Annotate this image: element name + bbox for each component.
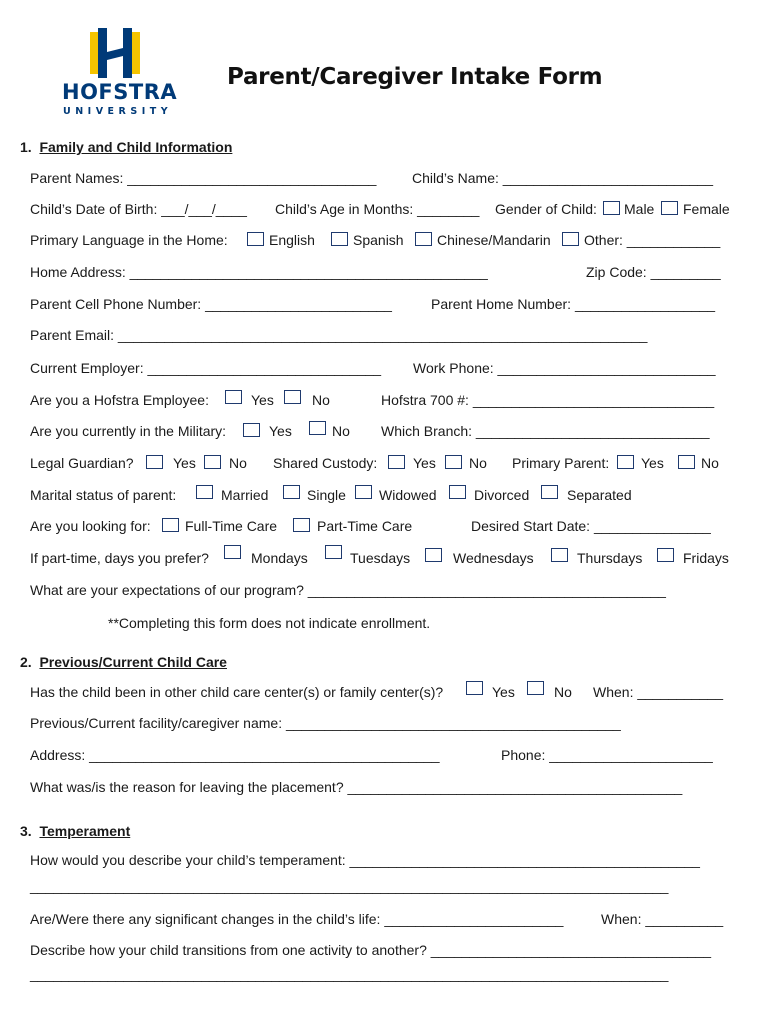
when-field-2[interactable]: When: __________ xyxy=(601,911,724,927)
legal-guardian-label: Legal Guardian? xyxy=(30,455,134,471)
friday-label: Fridays xyxy=(683,550,729,566)
wednesday-checkbox[interactable] xyxy=(425,548,442,562)
divorced-label: Divorced xyxy=(474,487,530,503)
language-label: Primary Language in the Home: xyxy=(30,232,228,248)
other-language-field[interactable]: Other: ____________ xyxy=(584,232,721,248)
guardian-no-label: No xyxy=(229,455,247,471)
wednesday-label: Wednesdays xyxy=(453,550,534,566)
significant-changes-field[interactable]: Are/Were there any significant changes in the child’s life: _______________________ xyxy=(30,911,564,927)
spanish-checkbox[interactable] xyxy=(331,232,348,246)
primary-parent-yes-checkbox[interactable] xyxy=(617,455,634,469)
dob-field[interactable]: Child’s Date of Birth: ___/___/____ xyxy=(30,201,247,217)
military-yes-checkbox[interactable] xyxy=(243,423,260,437)
phone-field[interactable]: Phone: _____________________ xyxy=(501,747,713,763)
temperament-field[interactable]: How would you describe your child’s temperament: _____________________________________________ xyxy=(30,852,700,868)
zip-code-field[interactable]: Zip Code: _________ xyxy=(586,264,721,280)
custody-no-label: No xyxy=(469,455,487,471)
separated-label: Separated xyxy=(567,487,632,503)
hofstra-h-mark xyxy=(60,28,170,80)
parent-names-field[interactable]: Parent Names: ________________________________ xyxy=(30,170,377,186)
employer-field[interactable]: Current Employer: ______________________________ xyxy=(30,360,382,376)
branch-field[interactable]: Which Branch: ______________________________ xyxy=(381,423,710,439)
transitions-continuation-line[interactable]: __________________________________________________________________________________ xyxy=(30,966,669,982)
military-no-label: No xyxy=(332,423,350,439)
part-time-label: Part-Time Care xyxy=(317,518,413,534)
other-center-no-checkbox[interactable] xyxy=(527,681,544,695)
section-2-title: Previous/Current Child Care xyxy=(39,654,227,670)
leaving-reason-field[interactable]: What was/is the reason for leaving the placement? ___________________________________________ xyxy=(30,779,683,795)
page-title: Parent/Caregiver Intake Form xyxy=(227,64,603,90)
widowed-label: Widowed xyxy=(379,487,437,503)
primary-parent-no-label: No xyxy=(701,455,719,471)
other-center-no-label: No xyxy=(554,684,572,700)
logo-name: HOFSTRA xyxy=(62,80,178,104)
thursday-label: Thursdays xyxy=(577,550,643,566)
male-checkbox[interactable] xyxy=(603,201,620,215)
full-time-label: Full-Time Care xyxy=(185,518,278,534)
other-center-label: Has the child been in other child care center(s) or family center(s)? xyxy=(30,684,444,700)
married-checkbox[interactable] xyxy=(196,485,213,499)
temperament-continuation-line[interactable]: __________________________________________________________________________________ xyxy=(30,878,669,894)
male-label: Male xyxy=(624,201,655,217)
hofstra-employee-no-checkbox[interactable] xyxy=(284,390,301,404)
spanish-label: Spanish xyxy=(353,232,404,248)
days-prefer-label: If part-time, days you prefer? xyxy=(30,550,209,566)
home-address-field[interactable]: Home Address: ______________________________________________ xyxy=(30,264,488,280)
single-label: Single xyxy=(307,487,346,503)
primary-parent-no-checkbox[interactable] xyxy=(678,455,695,469)
hofstra-logo xyxy=(60,28,178,124)
guardian-yes-checkbox[interactable] xyxy=(146,455,163,469)
custody-no-checkbox[interactable] xyxy=(445,455,462,469)
hofstra-employee-label: Are you a Hofstra Employee: xyxy=(30,392,209,408)
gender-label: Gender of Child: xyxy=(495,201,597,217)
hofstra-700-field[interactable]: Hofstra 700 #: _______________________________ xyxy=(381,392,715,408)
section-3-heading xyxy=(20,823,130,839)
when-field-1[interactable]: When: ___________ xyxy=(593,684,723,700)
child-name-field[interactable]: Child’s Name: ___________________________ xyxy=(412,170,713,186)
start-date-field[interactable]: Desired Start Date: _______________ xyxy=(471,518,711,534)
expectations-field[interactable]: What are your expectations of our program? ______________________________________________ xyxy=(30,582,666,598)
age-months-field[interactable]: Child’s Age in Months: ________ xyxy=(275,201,480,217)
transitions-field[interactable]: Describe how your child transitions from one activity to another? ____________________________________ xyxy=(30,942,712,958)
hofstra-employee-no-label: No xyxy=(312,392,330,408)
monday-checkbox[interactable] xyxy=(224,545,241,559)
female-checkbox[interactable] xyxy=(661,201,678,215)
section-2-number: 2. xyxy=(20,654,32,670)
custody-yes-label: Yes xyxy=(413,455,436,471)
married-label: Married xyxy=(221,487,269,503)
section-1-heading xyxy=(20,139,232,155)
section-3-number: 3. xyxy=(20,823,32,839)
facility-name-field[interactable]: Previous/Current facility/caregiver name: ___________________________________________ xyxy=(30,715,621,731)
section-1-title: Family and Child Information xyxy=(39,139,233,155)
section-1-number: 1. xyxy=(20,139,32,155)
chinese-label: Chinese/Mandarin xyxy=(437,232,551,248)
other-center-yes-label: Yes xyxy=(492,684,515,700)
other-center-yes-checkbox[interactable] xyxy=(466,681,483,695)
email-field[interactable]: Parent Email: ____________________________________________________________________ xyxy=(30,327,648,343)
female-label: Female xyxy=(683,201,730,217)
guardian-no-checkbox[interactable] xyxy=(204,455,221,469)
tuesday-checkbox[interactable] xyxy=(325,545,342,559)
chinese-checkbox[interactable] xyxy=(415,232,432,246)
english-checkbox[interactable] xyxy=(247,232,264,246)
home-number-field[interactable]: Parent Home Number: __________________ xyxy=(431,296,716,312)
full-time-checkbox[interactable] xyxy=(162,518,179,532)
primary-parent-yes-label: Yes xyxy=(641,455,664,471)
looking-for-label: Are you looking for: xyxy=(30,518,151,534)
logo-subtitle: UNIVERSITY xyxy=(63,106,173,117)
military-no-checkbox[interactable] xyxy=(309,421,326,435)
friday-checkbox[interactable] xyxy=(657,548,674,562)
enrollment-note: **Completing this form does not indicate enrollment. xyxy=(108,615,431,631)
english-label: English xyxy=(269,232,315,248)
cell-phone-field[interactable]: Parent Cell Phone Number: ________________________ xyxy=(30,296,392,312)
separated-checkbox[interactable] xyxy=(541,485,558,499)
primary-parent-label: Primary Parent: xyxy=(512,455,610,471)
monday-label: Mondays xyxy=(251,550,308,566)
part-time-checkbox[interactable] xyxy=(293,518,310,532)
shared-custody-label: Shared Custody: xyxy=(273,455,378,471)
hofstra-employee-yes-checkbox[interactable] xyxy=(225,390,242,404)
address-field[interactable]: Address: _____________________________________________ xyxy=(30,747,440,763)
marital-status-label: Marital status of parent: xyxy=(30,487,177,503)
section-3-title: Temperament xyxy=(39,823,131,839)
thursday-checkbox[interactable] xyxy=(551,548,568,562)
other-language-checkbox[interactable] xyxy=(562,232,579,246)
hofstra-employee-yes-label: Yes xyxy=(251,392,274,408)
widowed-checkbox[interactable] xyxy=(355,485,372,499)
divorced-checkbox[interactable] xyxy=(449,485,466,499)
work-phone-field[interactable]: Work Phone: ____________________________ xyxy=(413,360,716,376)
military-yes-label: Yes xyxy=(269,423,292,439)
section-2-heading xyxy=(20,654,227,670)
tuesday-label: Tuesdays xyxy=(350,550,411,566)
custody-yes-checkbox[interactable] xyxy=(388,455,405,469)
military-label: Are you currently in the Military: xyxy=(30,423,227,439)
single-checkbox[interactable] xyxy=(283,485,300,499)
guardian-yes-label: Yes xyxy=(173,455,196,471)
